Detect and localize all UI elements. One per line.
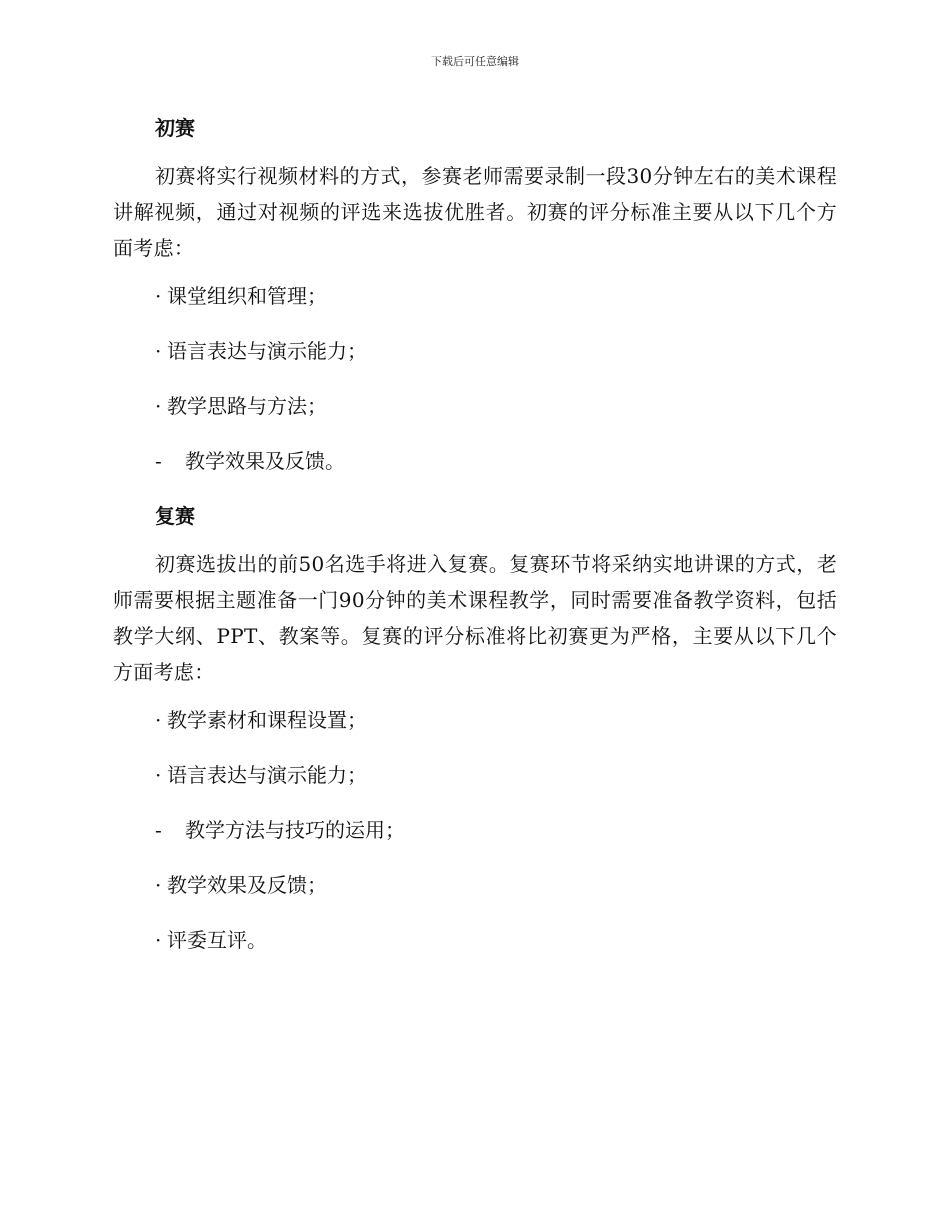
- page-header: 下载后可任意编辑: [431, 55, 519, 68]
- list-item: [155, 702, 837, 738]
- bullet-marker: ·: [155, 873, 162, 897]
- section-preliminary: [113, 110, 837, 479]
- document-body: [113, 110, 837, 977]
- list-item-text: 教学素材和课程设置；: [167, 708, 367, 732]
- section-heading: 初赛: [155, 116, 195, 140]
- list-item: [155, 812, 837, 848]
- bullet-marker: ·: [155, 284, 162, 308]
- list-item-text: 教学思路与方法；: [167, 394, 327, 418]
- list-item: [155, 922, 837, 958]
- list-item-text: 教学效果及反馈。: [185, 449, 345, 473]
- list-item-text: 课堂组织和管理；: [167, 284, 327, 308]
- list-item: [155, 278, 837, 314]
- section-heading: 复赛: [155, 504, 195, 528]
- list-item-text: 教学方法与技巧的运用；: [185, 818, 405, 842]
- list-item-text: 评委互评。: [167, 928, 267, 952]
- list-item: [155, 757, 837, 793]
- list-item: [155, 333, 837, 369]
- list-item-text: 教学效果及反馈；: [167, 873, 327, 897]
- dash-marker: -: [155, 449, 162, 473]
- dash-marker: -: [155, 818, 162, 842]
- section-paragraph: 初赛选拔出的前50名选手将进入复赛。复赛环节将采纳实地讲课的方式，老师需要根据主题准备一门90分钟的美术课程教学，同时需要准备教学资料，包括教学大纲、PPT、教案等。复赛的评分标准将比初赛更为严格，主要从以下几个方面考虑：: [113, 552, 837, 684]
- section-semifinal: [113, 498, 837, 958]
- list-item: [155, 443, 837, 479]
- list-item-text: 语言表达与演示能力；: [167, 763, 367, 787]
- list-item: [155, 867, 837, 903]
- section-paragraph: 初赛将实行视频材料的方式，参赛老师需要录制一段30分钟左右的美术课程讲解视频，通过对视频的评选来选拔优胜者。初赛的评分标准主要从以下几个方面考虑：: [113, 164, 837, 260]
- bullet-marker: ·: [155, 339, 162, 363]
- bullet-marker: ·: [155, 394, 162, 418]
- bullet-marker: ·: [155, 928, 162, 952]
- list-item: [155, 388, 837, 424]
- criteria-list: [113, 278, 837, 479]
- criteria-list: [113, 702, 837, 958]
- bullet-marker: ·: [155, 708, 162, 732]
- list-item-text: 语言表达与演示能力；: [167, 339, 367, 363]
- bullet-marker: ·: [155, 763, 162, 787]
